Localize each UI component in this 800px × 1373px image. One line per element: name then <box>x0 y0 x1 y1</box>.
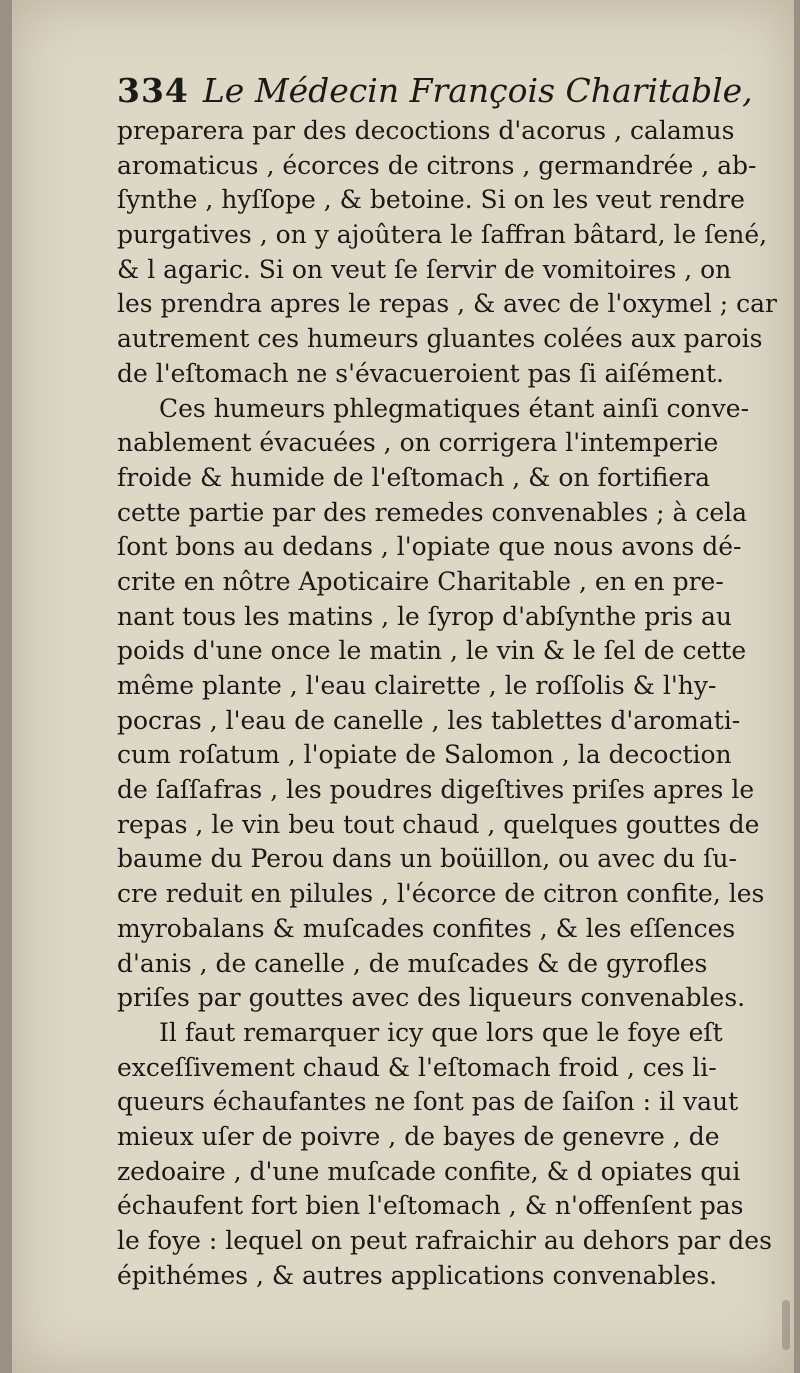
text-line: aromaticus , écorces de citrons , germandrée , ab- <box>117 150 757 180</box>
text-line: cre reduit en pilules , l'écorce de citron confite, les <box>117 879 765 909</box>
text-line: preparera par des decoctions d'acorus , calamus <box>117 116 735 145</box>
text-line: myrobalans & muſcades confites , & les eſſences <box>117 913 736 943</box>
text-line: exceſſivement chaud & l'eſtomach froid , ces li- <box>117 1052 717 1082</box>
book-page <box>12 0 794 1373</box>
text-line: cum roſatum , l'opiate de Salomon , la decoction <box>117 740 732 770</box>
text-line: crite en nôtre Apoticaire Charitable , en en pre- <box>117 566 724 596</box>
text-line: mieux uſer de poivre , de bayes de genevre , de <box>117 1121 720 1151</box>
body-text <box>117 114 777 1293</box>
text-line: nablement évacuées , on corrigera l'intemperie <box>117 428 719 458</box>
text-line: baume du Perou dans un boüillon, ou avec du ſu- <box>117 844 737 874</box>
text-line: de l'eſtomach ne s'évacueroient pas ſi aiſément. <box>117 358 724 388</box>
page-header <box>117 68 777 114</box>
text-line: queurs échaufantes ne ſont pas de ſaiſon : il vaut <box>117 1087 739 1117</box>
text-line: Il faut remarquer icy que lors que le foye eſt <box>159 1017 723 1047</box>
text-block <box>117 68 777 1293</box>
text-line: ſont bons au dedans , l'opiate que nous avons dé- <box>117 532 742 562</box>
text-line: épithémes , & autres applications convenables. <box>117 1260 718 1290</box>
text-line: purgatives , on y ajoûtera le ſaffran bâtard, le ſené, <box>117 220 768 250</box>
text-line: autrement ces humeurs gluantes colées aux parois <box>117 324 763 354</box>
text-line: même plante , l'eau clairette , le roſſolis & l'hy- <box>117 671 717 700</box>
text-line: de ſaſſafras , les poudres digeſtives priſes apres le <box>117 775 755 805</box>
text-line: nant tous les matins , le ſyrop d'abſynthe pris au <box>117 601 733 631</box>
text-line: ſynthe , hyſſope , & betoine. Si on les veut rendre <box>117 185 745 215</box>
text-line: cette partie par des remedes convenables ; à cela <box>117 497 748 527</box>
text-line: Ces humeurs phlegmatiques étant ainſi conve- <box>159 393 750 423</box>
text-line: zedoaire , d'une muſcade confite, & d opiates qui <box>117 1156 741 1186</box>
text-line: les prendra apres le repas , & avec de l'oxymel ; car <box>117 289 777 319</box>
page-number: 334 <box>117 71 189 110</box>
text-line: froide & humide de l'eſtomach , & on fortifiera <box>117 462 711 492</box>
text-line: repas , le vin beu tout chaud , quelques gouttes de <box>117 809 760 839</box>
text-line: poids d'une once le matin , le vin & le ſel de cette <box>117 636 747 666</box>
text-line: échaufent fort bien l'eſtomach , & n'offenſent pas <box>117 1191 744 1221</box>
running-title: Le Médecin François Charitable, <box>202 71 753 110</box>
text-line: priſes par gouttes avec des liqueurs convenables. <box>117 983 746 1013</box>
text-line: pocras , l'eau de canelle , les tablettes d'aromati- <box>117 705 741 735</box>
text-line: le foye : lequel on peut rafraichir au dehors par des <box>117 1226 772 1255</box>
text-line: & l agaric. Si on veut ſe ſervir de vomitoires , on <box>117 254 732 284</box>
text-line: d'anis , de canelle , de muſcades & de gyrofles <box>117 948 708 978</box>
page-edge-mark <box>782 1300 790 1350</box>
